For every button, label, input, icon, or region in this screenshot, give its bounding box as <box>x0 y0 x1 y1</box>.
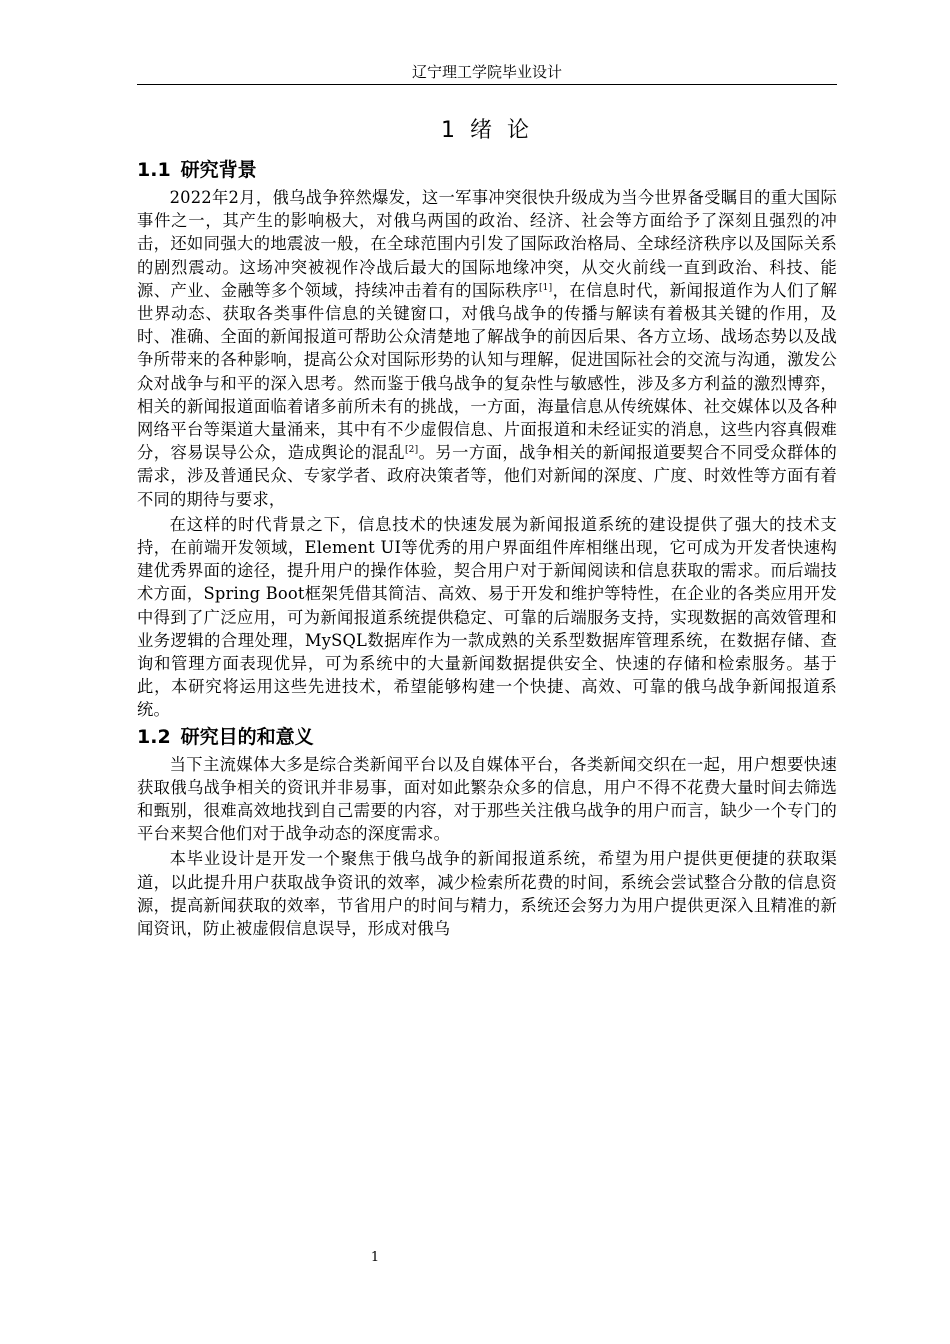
page-number: 1 <box>370 1250 380 1265</box>
section-heading-1-1 <box>137 156 837 184</box>
paragraph: 在这样的时代背景之下，信息技术的快速发展为新闻报道系统的建设提供了强大的技术支持，在前端开发领域，Element UI等优秀的用户界面组件库相继出现，它可成为开发者快速构建优秀界面的途径，提升用户的操作体验，契合用户对于新闻阅读和信息获取的需求。而后端技术方面，Spring Boot框架凭借其简洁、高效、易于开发和维护等特性，在企业的各类应用开发中得到了广泛应用，可为新闻报道系统提供稳定、可靠的后端服务支持，实现数据的高效管理和业务逻辑的合理处理，MySQL数据库作为一款成熟的关系型数据库管理系统，在数据存储、查询和管理方面表现优异，可为系统中的大量新闻数据提供安全、快速的存储和检索服务。基于此，本研究将运用这些先进技术，希望能够构建一个快捷、高效、可靠的俄乌战争新闻报道系统。 <box>137 514 837 720</box>
document-body <box>137 156 837 940</box>
paragraph-text: 。另一方面，战争相关的新闻报道要契合不同受众群体的需求，涉及普通民众、专家学者、政府决策者等，他们对新闻的深度、广度、时效性等方面有着不同的期待与要求， <box>137 443 837 509</box>
running-header: 辽宁理工学院毕业设计 <box>411 63 562 81</box>
citation-ref[interactable]: [1] <box>538 282 553 293</box>
paragraph-text: 2022年2月，俄乌战争猝然爆发，这一军事冲突很快升级成为当今世界备受瞩目的重大国际事件之一，其产生的影响极大，对俄乌两国的政治、经济、社会等方面给予了深刻且强烈的冲击，还如同强大的地震波一般，在全球范围内引发了国际政治格局、全球经济秩序以及国际关系的剧烈震动。这场冲突被视作冷战后最大的国际地缘冲突，从交火前线一直到政治、科技、能源、产业、金融等多个领域，持续冲击着有的国际秩序 <box>137 188 837 300</box>
header-rule <box>137 84 837 85</box>
section-heading-1-2 <box>137 723 837 751</box>
paragraph: 本毕业设计是开发一个聚焦于俄乌战争的新闻报道系统，希望为用户提供更便捷的获取渠道，以此提升用户获取战争资讯的效率，减少检索所花费的时间，系统会尝试整合分散的信息资源，提高新闻获取的效率，节省用户的时间与精力，系统还会努力为用户提供更深入且精准的新闻资讯，防止被虚假信息误导，形成对俄乌 <box>137 849 837 939</box>
paragraph-text: ，在信息时代，新闻报道作为人们了解世界动态、获取各类事件信息的关键窗口，对俄乌战争的传播与解读有着极其关键的作用，及时、准确、全面的新闻报道可帮助公众清楚地了解战争的前因后果、各方立场、战场态势以及战争所带来的各种影响，提高公众对国际形势的认知与理解，促进国际社会的交流与沟通，激发公众对战争与和平的深入思考。然而鉴于俄乌战争的复杂性与敏感性，涉及多方利益的激烈博弈，相关的新闻报道面临着诸多前所未有的挑战，一方面，海量信息从传统媒体、社交媒体以及各种网络平台等渠道大量涌来，其中有不少虚假信息、片面报道和未经证实的消息，这些内容真假难分，容易误导公众，造成舆论的混乱 <box>137 280 837 463</box>
section-title-text: 研究目的和意义 <box>180 725 314 748</box>
section-number: 1.2 <box>137 725 171 748</box>
citation-ref[interactable]: [2] <box>404 445 419 456</box>
paragraph <box>137 186 837 511</box>
section-title-text: 研究背景 <box>180 159 257 181</box>
section-number: 1.1 <box>137 159 171 181</box>
paragraph: 当下主流媒体大多是综合类新闻平台以及自媒体平台，各类新闻交织在一起，用户想要快速获取俄乌战争相关的资讯并非易事，面对如此繁杂众多的信息，用户不得不花费大量时间去筛选和甄别，很难高效地找到自己需要的内容，对于那些关注俄乌战争的用户而言，缺少一个专门的平台来契合他们对于战争动态的深度需求。 <box>137 754 837 844</box>
chapter-title: 1 绪 论 <box>441 118 533 143</box>
